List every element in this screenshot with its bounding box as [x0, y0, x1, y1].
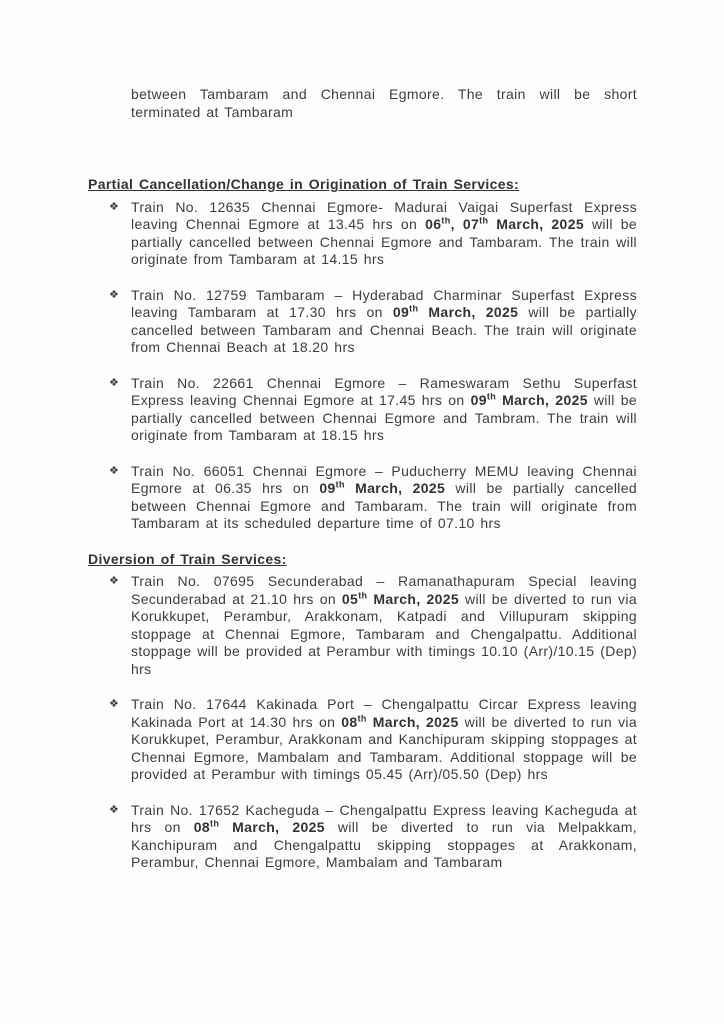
bold-text-segment: March, 2025 [367, 590, 460, 607]
diamond-bullet-icon: ❖ [109, 698, 120, 710]
bold-text-segment: March, 2025 [344, 480, 446, 496]
bold-text-segment: March, 2025 [418, 304, 519, 320]
train-notice-text [131, 287, 637, 357]
bold-text-segment: March, 2025 [488, 216, 584, 232]
notice-section [88, 551, 637, 872]
intro-continuation-paragraph: between Tambaram and Chennai Egmore. The train will be short terminated at Tambaram [131, 86, 637, 120]
bold-text-segment: 06 [425, 216, 442, 232]
section-heading: Diversion of Train Services: [88, 550, 287, 567]
text-segment: Train No. 22661 Chennai Egmore – Rameswaram Sethu Superfast Express leaving Chennai Egmore at 17.45 hrs on [131, 374, 637, 408]
text-segment: Train No. 17652 Kacheguda – Chengalpattu Express leaving Kacheguda at hrs on [131, 801, 637, 835]
text-segment: will be partially cancelled between Chennai Egmore and Tambram. The train will originate from Tambaram at 18.15 hrs [131, 392, 637, 443]
train-notice-text [131, 696, 637, 784]
bold-text-segment: 05 [341, 590, 359, 607]
ordinal-superscript: th [335, 479, 345, 490]
train-notice-item [88, 573, 637, 678]
text-segment: will be diverted to run via Korukkupet, Perambur, Arakkonam and Kanchipuram skipping stoppages at Chennai Egmore, Mambalam and Tambaram. Additional stoppage will be provided at Perambur with timings 05.45 (Arr)/05.50 (Dep) hrs [131, 713, 638, 782]
text-segment: Train No. 66051 Chennai Egmore – Puducherry MEMU leaving Chennai Egmore at 06.35 hrs on [131, 462, 637, 496]
text-segment: will be partially cancelled between Chennai Egmore and Tambaram. The train will originate from Tambaram at 14.15 hrs [131, 216, 638, 267]
text-segment: will be partially cancelled between Tambaram and Chennai Beach. The train will originate from Chennai Beach at 18.20 hrs [131, 304, 637, 355]
diamond-bullet-icon: ❖ [109, 803, 120, 816]
train-notice-item [88, 696, 637, 784]
train-notice-text [131, 199, 637, 269]
sections-container [88, 176, 637, 872]
diamond-bullet-icon: ❖ [109, 200, 120, 213]
bold-text-segment: March, 2025 [496, 392, 588, 408]
bold-text-segment: 09 [470, 392, 487, 408]
text-segment: will be diverted to run via Korukkupet, Perambur, Arakkonam, Katpadi and Villupuram skipping stoppage at Chennai Egmore, Tambaram and Chengalpattu. Additional stoppage will be provided at Perambur with timings 10.10 (Arr)/10.15 (Dep) hrs [131, 590, 638, 677]
train-notice-text [131, 375, 637, 445]
ordinal-superscript: th [210, 818, 220, 829]
train-notice-text [131, 573, 637, 678]
diamond-bullet-icon: ❖ [109, 288, 120, 301]
ordinal-superscript: th [479, 215, 489, 226]
train-notice-text [131, 802, 637, 872]
bold-text-segment: March, 2025 [219, 819, 325, 835]
bold-text-segment: 09 [319, 480, 336, 496]
notice-section [88, 176, 637, 533]
bold-text-segment: 08 [341, 713, 358, 730]
train-notice-item [88, 375, 637, 445]
ordinal-superscript: th [441, 215, 451, 226]
text-segment: Train No. 07695 Secunderabad – Ramanathapuram Special leaving Secunderabad at 21.10 hrs on [131, 573, 637, 607]
section-heading: Partial Cancellation/Change in Origination of Train Services: [88, 176, 519, 192]
train-notice-item [88, 287, 637, 357]
text-segment: will be diverted to run via Melpakkam, Kanchipuram and Chengalpattu skipping stoppages at Arakkonam, Perambur, Chennai Egmore, Mambalam and Tambaram [131, 819, 638, 870]
bold-text-segment: , 07 [450, 216, 480, 232]
text-segment: Train No. 17644 Kakinada Port – Chengalpattu Circar Express leaving Kakinada Port at 14.30 hrs on [131, 696, 637, 730]
text-segment: Train No. 12635 Chennai Egmore- Madurai Vaigai Superfast Express leaving Chennai Egmore at 13.45 hrs on [131, 198, 637, 232]
diamond-bullet-icon: ❖ [109, 575, 120, 587]
text-segment: will be partially cancelled between Chennai Egmore and Tambaram. The train will originate from Tambaram at its scheduled departure time of 07.10 hrs [131, 480, 638, 531]
train-notice-text [131, 463, 637, 533]
train-notice-item [88, 463, 637, 533]
bold-text-segment: March, 2025 [366, 713, 459, 730]
bold-text-segment: 08 [193, 819, 210, 835]
train-notice-item [88, 199, 637, 269]
ordinal-superscript: th [358, 589, 368, 600]
ordinal-superscript: th [409, 303, 419, 314]
text-segment: Train No. 12759 Tambaram – Hyderabad Charminar Superfast Express leaving Tambaram at 17.30 hrs on [131, 286, 637, 320]
ordinal-superscript: th [357, 712, 367, 723]
ordinal-superscript: th [486, 391, 497, 402]
diamond-bullet-icon: ❖ [109, 464, 120, 477]
bold-text-segment: 09 [392, 304, 410, 320]
train-notice-item [88, 802, 637, 872]
diamond-bullet-icon: ❖ [109, 376, 120, 389]
